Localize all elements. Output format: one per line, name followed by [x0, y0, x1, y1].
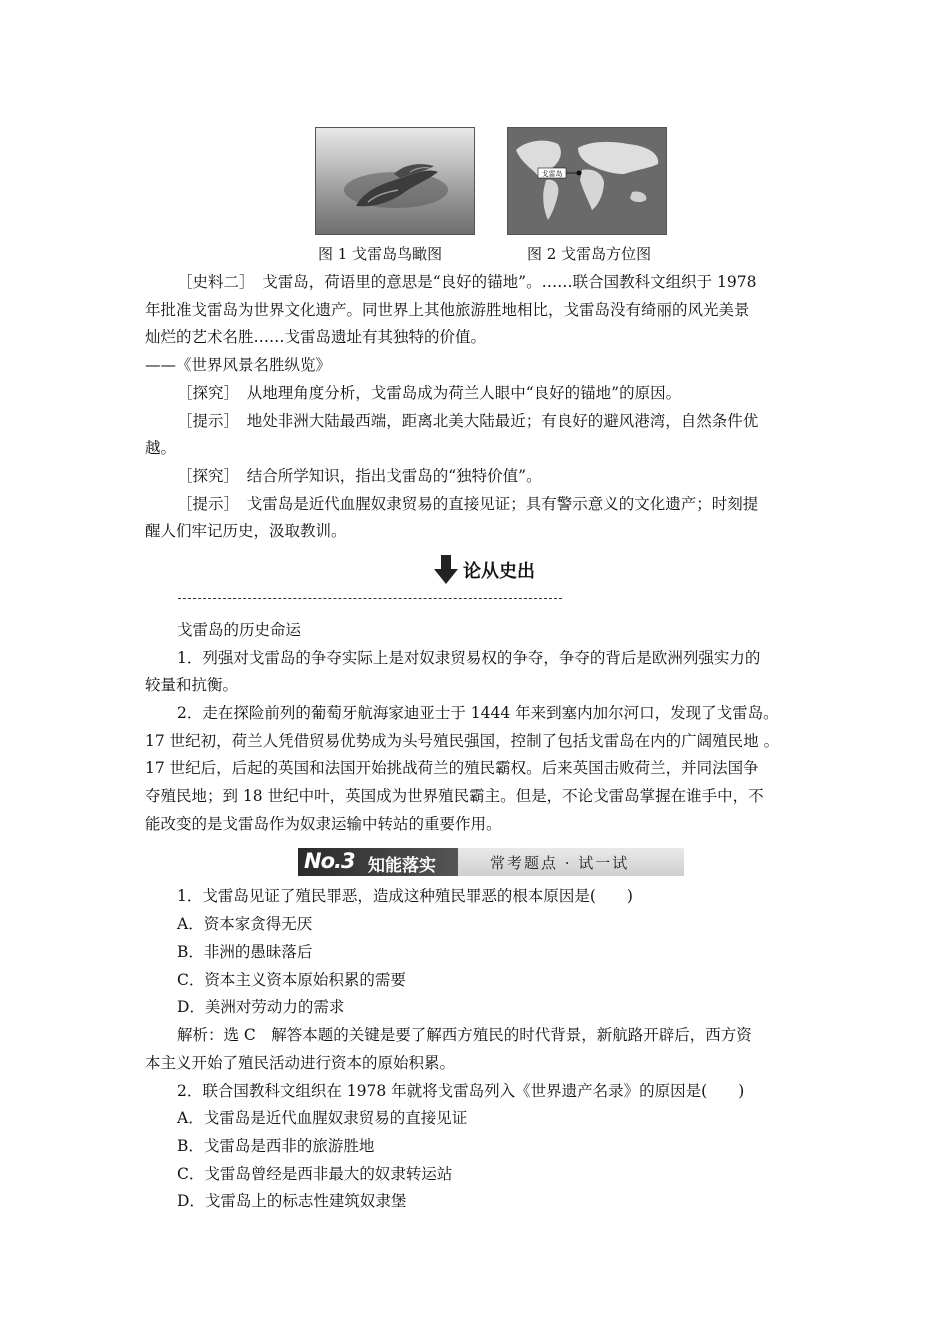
- question-option: D．美洲对劳动力的需求: [177, 998, 345, 1016]
- world-map-image: [507, 127, 667, 235]
- discussion-line: 1．列强对戈雷岛的争夺实际上是对奴隶贸易权的争夺，争夺的背后是欧洲列强实力的: [177, 649, 761, 667]
- discussion-line: 2．走在探险前列的葡萄牙航海家迪亚士于 1444 年来到塞内加尔河口，发现了戈雷岛。: [177, 704, 779, 722]
- inquiry-question: ［探究］ 结合所学知识，指出戈雷岛的“独特价值”。: [177, 467, 542, 485]
- question-option: B．非洲的愚昧落后: [177, 943, 313, 961]
- section-heading-text: 论从史出: [463, 561, 535, 582]
- material-line: ［史料二］ 戈雷岛，荷语里的意思是“良好的锚地”。……联合国教科文组织于 1978: [177, 273, 757, 291]
- figure1-caption: 图 1 戈雷岛鸟瞰图: [318, 245, 443, 263]
- section-banner: [298, 848, 684, 876]
- question-option: C．戈雷岛曾经是西非最大的奴隶转运站: [177, 1165, 453, 1183]
- inquiry-hint: 越。: [145, 439, 177, 457]
- question-option: B．戈雷岛是西非的旅游胜地: [177, 1137, 375, 1155]
- banner-dark-block: [298, 848, 458, 876]
- discussion-line: 夺殖民地；到 18 世纪中叶，英国成为世界殖民霸主。但是，不论戈雷岛掌握在谁手中，不: [145, 787, 764, 805]
- banner-title: 知能落实: [368, 856, 436, 876]
- discussion-line: 17 世纪初，荷兰人凭借贸易优势成为头号殖民强国，控制了包括戈雷岛在内的广阔殖民地 。: [145, 732, 780, 750]
- down-arrow-icon: [433, 555, 459, 585]
- question-option: D．戈雷岛上的标志性建筑奴隶堡: [177, 1192, 407, 1210]
- material-line: 年批准戈雷岛为世界文化遗产。同世界上其他旅游胜地相比，戈雷岛没有绮丽的风光美景: [145, 301, 750, 319]
- question-explanation: 本主义开始了殖民活动进行资本的原始积累。: [145, 1054, 456, 1072]
- inquiry-hint: ［提示］ 戈雷岛是近代血腥奴隶贸易的直接见证；具有警示意义的文化遗产；时刻提: [177, 495, 759, 513]
- inquiry-hint: ［提示］ 地处非洲大陆最西端，距离北美大陆最近；有良好的避风港湾，自然条件优: [177, 412, 759, 430]
- aerial-photo-image: [315, 127, 475, 235]
- question-explanation: 解析：选 C 解答本题的关键是要了解西方殖民的时代背景，新航路开辟后，西方资: [177, 1026, 752, 1044]
- discussion-title: 戈雷岛的历史命运: [177, 621, 302, 639]
- banner-light-block: [458, 848, 684, 876]
- material-source: ——《世界风景名胜纵览》: [145, 356, 332, 374]
- discussion-line: 能改变的是戈雷岛作为奴隶运输中转站的重要作用。: [145, 815, 502, 833]
- question-option: A．戈雷岛是近代血腥奴隶贸易的直接见证: [177, 1109, 468, 1127]
- world-map-graphic: [508, 128, 666, 234]
- discussion-line: 较量和抗衡。: [145, 676, 239, 694]
- inquiry-hint: 醒人们牢记历史，汲取教训。: [145, 522, 347, 540]
- banner-subtitle: 常考题点 · 试一试: [490, 854, 630, 872]
- island-aerial-graphic: [316, 128, 474, 234]
- question-option: A．资本家贪得无厌: [177, 915, 313, 933]
- material-line: 灿烂的艺术名胜……戈雷岛遗址有其独特的价值。: [145, 328, 487, 346]
- figure2-caption: 图 2 戈雷岛方位图: [527, 245, 652, 263]
- inquiry-question: ［探究］ 从地理角度分析，戈雷岛成为荷兰人眼中“良好的锚地”的原因。: [177, 384, 682, 402]
- question-stem: 2．联合国教科文组织在 1978 年就将戈雷岛列入《世界遗产名录》的原因是( ): [177, 1082, 745, 1100]
- discussion-line: 17 世纪后，后起的英国和法国开始挑战荷兰的殖民霸权。后来英国击败荷兰，并同法国争: [145, 759, 759, 777]
- dashed-divider: [178, 598, 562, 599]
- map-label-goree: 戈雷岛: [541, 170, 563, 178]
- question-option: C．资本主义资本原始积累的需要: [177, 971, 406, 989]
- question-stem: 1．戈雷岛见证了殖民罪恶，造成这种殖民罪恶的根本原因是( ): [177, 887, 633, 905]
- banner-number: No.3: [304, 849, 355, 873]
